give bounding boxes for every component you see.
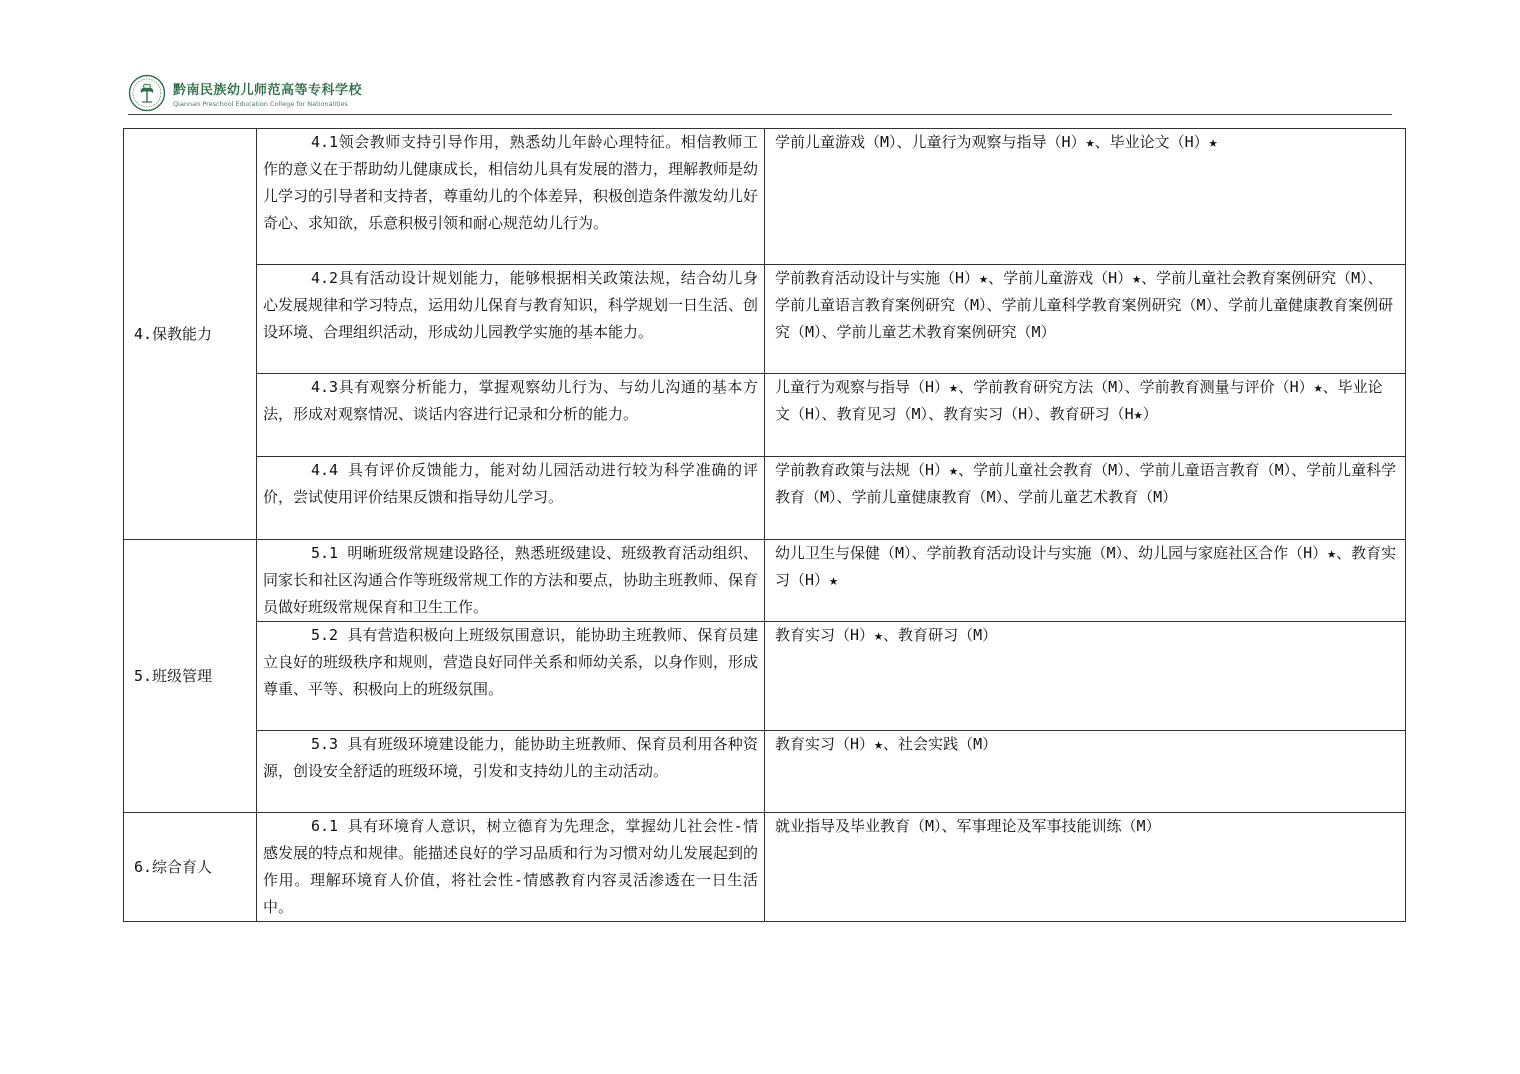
requirement-cell: 4.1领会教师支持引导作用，熟悉幼儿年龄心理特征。相信教师工作的意义在于帮助幼儿健康成长，相信幼儿具有发展的潜力，理解教师是幼儿学习的引导者和支持者，尊重幼儿的个体差异，积极创造条件激发幼儿好奇心、求知欲，乐意积极引领和耐心规范幼儿行为。 [257,129,765,265]
table-row [124,622,1406,731]
course-cell: 教育实习（H）★、社会实践（M） [765,731,1406,813]
college-name-cn: 黔南民族幼儿师范高等专科学校 [173,83,363,98]
table-row [124,129,1406,265]
table-row [124,374,1406,457]
requirement-cell: 5.2 具有营造积极向上班级氛围意识，能协助主班教师、保育员建立良好的班级秩序和规则，营造良好同伴关系和师幼关系，以身作则，形成尊重、平等、积极向上的班级氛围。 [257,622,765,731]
requirement-cell: 4.2具有活动设计规划能力，能够根据相关政策法规，结合幼儿身心发展规律和学习特点，运用幼儿保育与教育知识，科学规划一日生活、创设环境、合理组织活动，形成幼儿园教学实施的基本能力。 [257,265,765,374]
competency-course-table [123,128,1406,922]
area-cell: 6.综合育人 [124,813,257,922]
table-row [124,540,1406,622]
course-cell: 幼儿卫生与保健（M）、学前教育活动设计与实施（M）、幼儿园与家庭社区合作（H）★、教育实习（H）★ [765,540,1406,622]
requirement-cell: 4.3具有观察分析能力，掌握观察幼儿行为、与幼儿沟通的基本方法，形成对观察情况、谈话内容进行记录和分析的能力。 [257,374,765,457]
header-divider [128,114,1392,115]
requirement-cell: 5.1 明晰班级常规建设路径，熟悉班级建设、班级教育活动组织、同家长和社区沟通合作等班级常规工作的方法和要点，协助主班教师、保育员做好班级常规保育和卫生工作。 [257,540,765,622]
course-cell: 儿童行为观察与指导（H）★、学前教育研究方法（M）、学前教育测量与评价（H）★、毕业论文（H）、教育见习（M）、教育实习（H）、教育研习（H★） [765,374,1406,457]
college-name-en: Qiannan Preschool Education College for Nationalities [173,100,348,108]
table-row [124,265,1406,374]
course-cell: 教育实习（H）★、教育研习（M） [765,622,1406,731]
requirement-cell: 6.1 具有环境育人意识，树立德育为先理念，掌握幼儿社会性-情感发展的特点和规律。能描述良好的学习品质和行为习惯对幼儿发展起到的作用。理解环境育人价值，将社会性-情感教育内容灵活渗透在一日生活中。 [257,813,765,922]
table-row [124,731,1406,813]
course-cell: 学前儿童游戏（M）、儿童行为观察与指导（H）★、毕业论文（H）★ [765,129,1406,265]
page-header [128,74,1392,114]
table-row [124,813,1406,922]
course-cell: 就业指导及毕业教育（M）、军事理论及军事技能训练（M） [765,813,1406,922]
requirement-cell: 5.3 具有班级环境建设能力，能协助主班教师、保育员利用各种资源，创设安全舒适的班级环境，引发和支持幼儿的主动活动。 [257,731,765,813]
table-row [124,457,1406,540]
requirement-cell: 4.4 具有评价反馈能力，能对幼儿园活动进行较为科学准确的评价，尝试使用评价结果反馈和指导幼儿学习。 [257,457,765,540]
area-cell: 5.班级管理 [124,540,257,813]
area-cell: 4.保教能力 [124,129,257,540]
course-cell: 学前教育活动设计与实施（H）★、学前儿童游戏（H）★、学前儿童社会教育案例研究（M）、学前儿童语言教育案例研究（M）、学前儿童科学教育案例研究（M）、学前儿童健康教育案例研究（M）、学前儿童艺术教育案例研究（M） [765,265,1406,374]
college-logo-icon [128,74,166,112]
course-cell: 学前教育政策与法规（H）★、学前儿童社会教育（M）、学前儿童语言教育（M）、学前儿童科学教育（M）、学前儿童健康教育（M）、学前儿童艺术教育（M） [765,457,1406,540]
college-name [173,79,433,108]
